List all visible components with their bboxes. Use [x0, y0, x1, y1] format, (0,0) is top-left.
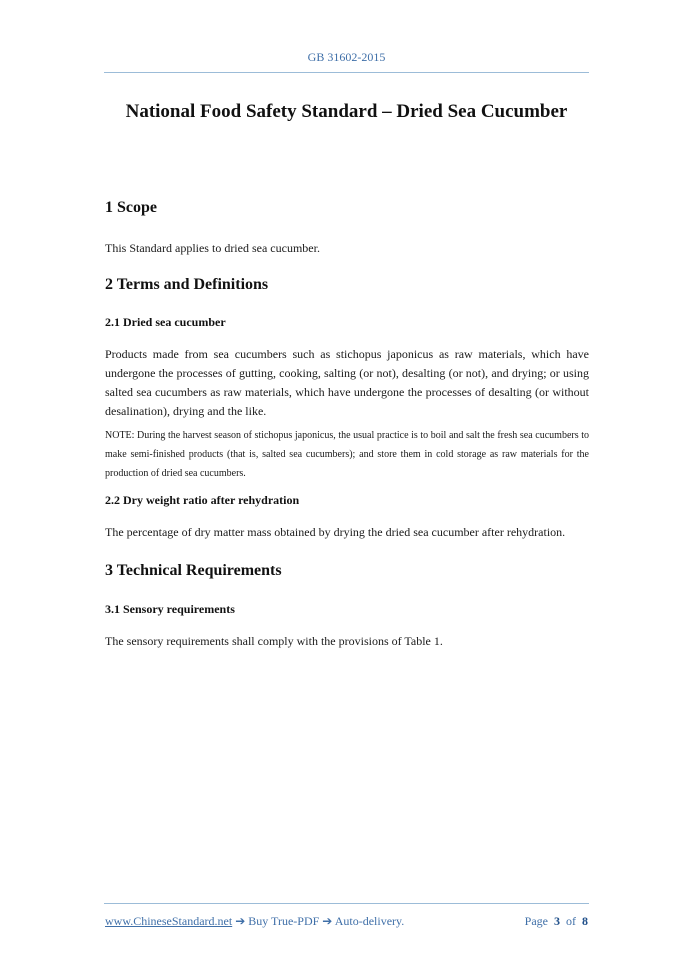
section-2-heading: 2 Terms and Definitions [105, 276, 269, 293]
section-2-2-heading: 2.2 Dry weight ratio after rehydration [105, 493, 300, 507]
section-2-1-note: NOTE: During the harvest season of stichopus japonicus, the usual practice is to boil and salt the fresh sea cucumbers to make semi-finished products (that is, salted sea cucumbers); and store them in cold storage as raw materials for the production of dried sea cucumbers. [105, 430, 589, 479]
section-3-heading: 3 Technical Requirements [105, 562, 282, 579]
arrow-right-icon: ➔ [235, 914, 246, 928]
footer [105, 914, 588, 929]
of-label: of [566, 914, 576, 928]
document-body [105, 196, 589, 651]
section-1-text: This Standard applies to dried sea cucumber. [105, 241, 320, 255]
document-title: National Food Safety Standard – Dried Sea Cucumber [125, 101, 568, 122]
page-total: 8 [582, 914, 588, 928]
section-1-heading: 1 Scope [105, 199, 157, 216]
auto-delivery-text: Auto-delivery. [334, 914, 405, 928]
section-3-1-heading: 3.1 Sensory requirements [105, 602, 235, 616]
section-3-1-text: The sensory requirements shall comply with the provisions of Table 1. [105, 634, 443, 648]
page-indicator [525, 914, 588, 929]
buy-true-pdf-text: Buy True-PDF [248, 914, 320, 928]
section-2-2-text: The percentage of dry matter mass obtained by drying the dried sea cucumber after rehydration. [105, 525, 566, 539]
website-link[interactable]: www.ChineseStandard.net [105, 914, 233, 928]
page-label: Page [524, 914, 548, 928]
section-2-1-heading: 2.1 Dried sea cucumber [105, 315, 226, 329]
section-2-1-text: Products made from sea cucumbers such as stichopus japonicus as raw materials, which have undergone the processes of gutting, cooking, salting (or not), desalting (or not), and drying; or using salted sea cucumbers as raw materials, which have undergone the processes of desalting (or without desalination), drying and the like. [105, 347, 589, 418]
arrow-right-icon: ➔ [322, 914, 333, 928]
header-standard-code: GB 31602-2015 [307, 50, 386, 64]
footer-divider [104, 903, 589, 904]
header-divider [104, 72, 589, 73]
page-current: 3 [554, 914, 560, 928]
